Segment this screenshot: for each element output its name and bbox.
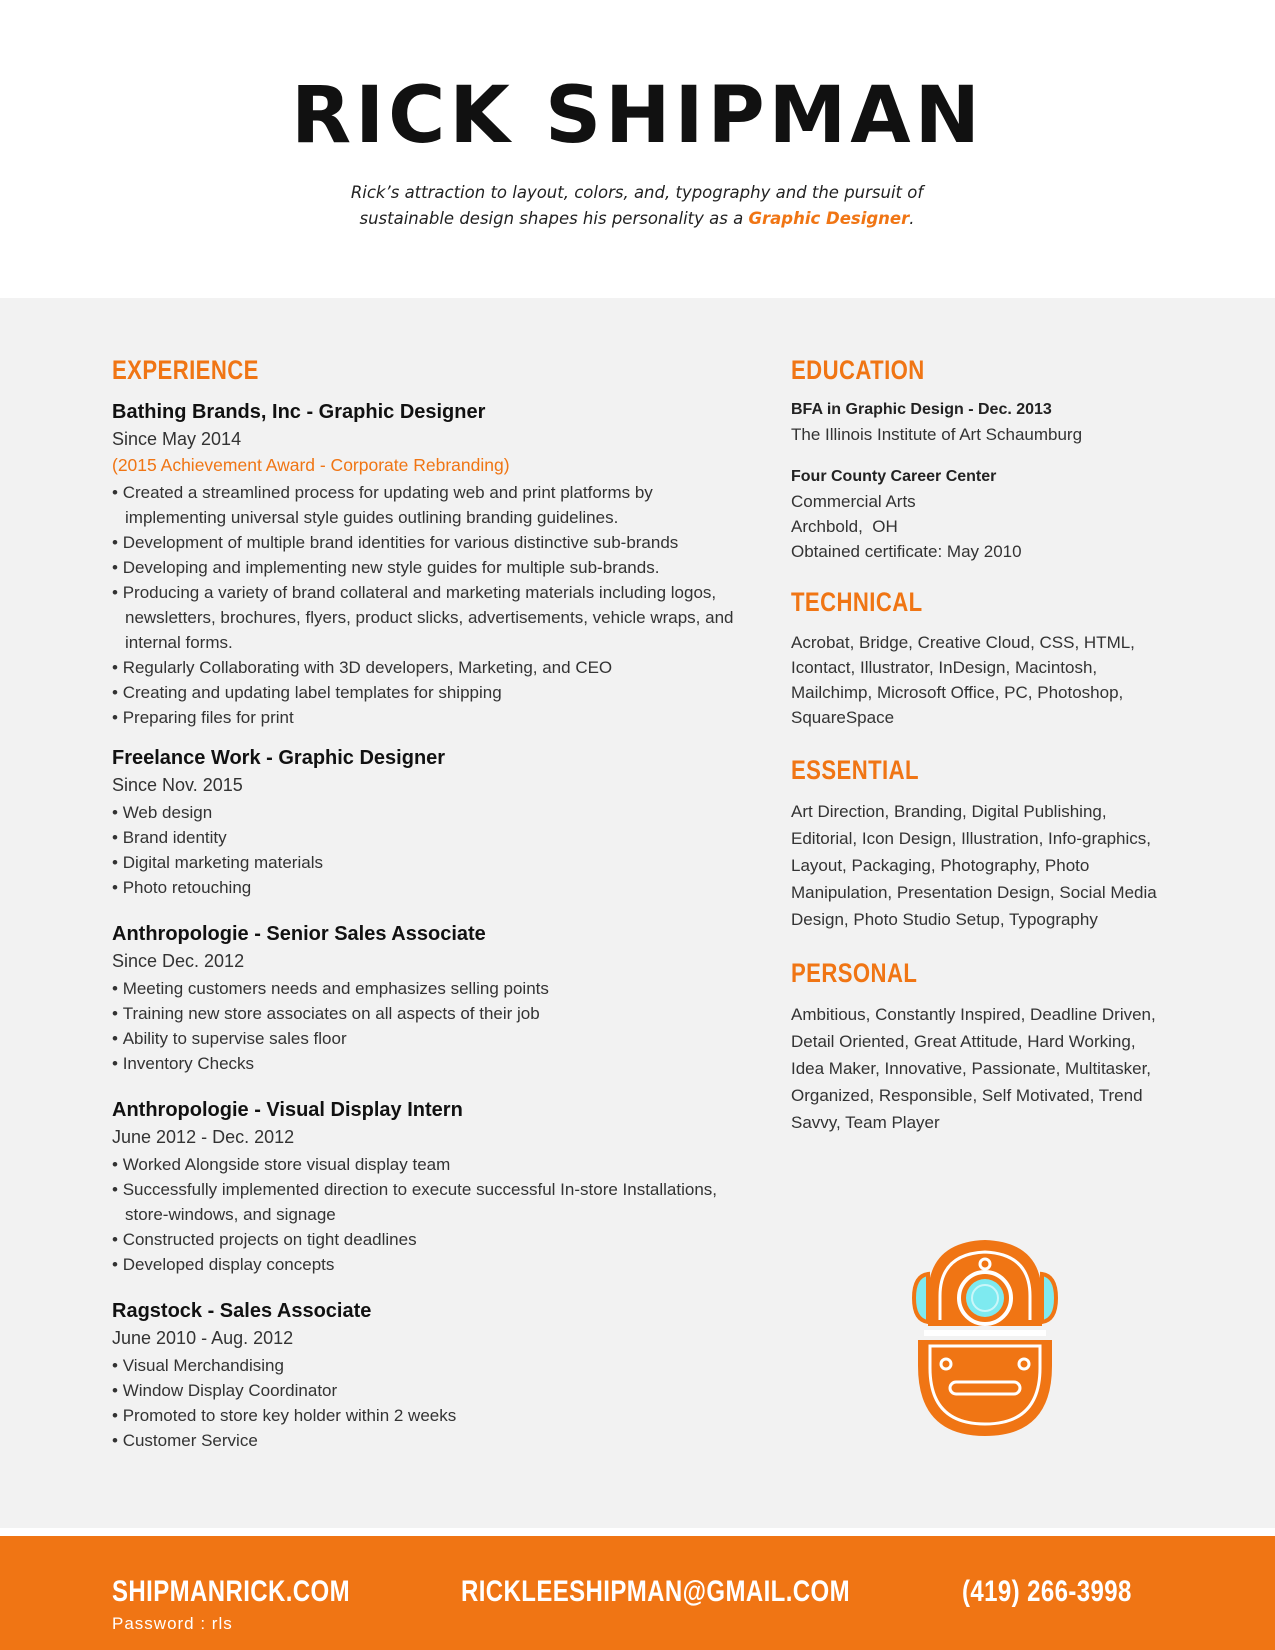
phone-number[interactable]: (419) 266-3998 [962,1575,1132,1608]
list-item: • Regularly Collaborating with 3D developers, Marketing, and CEO [112,655,752,680]
job-title: Ragstock - Sales Associate [112,1300,372,1322]
skills-column [791,354,1171,1160]
list-item: • Developing and implementing new style guides for multiple sub-brands. [112,555,752,580]
job-bullets [112,1152,752,1277]
job-bullets [112,976,752,1076]
job-entry [112,398,752,730]
job-title: Anthropologie - Visual Display Intern [112,1099,463,1121]
essential-heading: ESSENTIAL [791,755,919,785]
technical-heading: TECHNICAL [791,587,923,617]
education-entry [791,465,1171,564]
education-line: Archbold, OH [791,517,898,536]
list-item: • Creating and updating label templates for shipping [112,680,752,705]
experience-column [112,354,752,1467]
list-item: • Digital marketing materials [112,850,752,875]
tagline-line-1: Rick’s attraction to layout, colors, and, typography and the pursuit of [350,183,924,202]
list-item: • Developed display concepts [112,1252,752,1277]
job-date: Since Dec. 2012 [112,951,245,971]
list-item: • Window Display Coordinator [112,1378,752,1403]
website-password: Password : rls [112,1614,233,1633]
list-item: • Customer Service [112,1428,752,1453]
job-bullets [112,480,752,730]
job-title: Freelance Work - Graphic Designer [112,747,446,769]
list-item: • Photo retouching [112,875,752,900]
experience-heading: EXPERIENCE [112,355,259,385]
job-entry [112,744,752,900]
website-link[interactable]: SHIPMANRICK.COM [112,1575,350,1608]
education-line: Obtained certificate: May 2010 [791,542,1022,561]
list-item: • Worked Alongside store visual display team [112,1152,752,1177]
main-panel [0,298,1275,1528]
list-item: • Successfully implemented direction to execute successful In-store Installations, store-windows, and signage [112,1177,752,1227]
job-date: Since May 2014 [112,429,242,449]
list-item: • Ability to supervise sales floor [112,1026,752,1051]
personal-heading: PERSONAL [791,958,918,988]
job-bullets [112,1353,752,1453]
education-line: The Illinois Institute of Art Schaumburg [791,425,1083,444]
list-item: • Meeting customers needs and emphasizes selling points [112,976,752,1001]
list-item: • Web design [112,800,752,825]
list-item: • Brand identity [112,825,752,850]
technical-skills: Acrobat, Bridge, Creative Cloud, CSS, HTML, Icontact, Illustrator, InDesign, Macintosh, Mailchimp, Microsoft Office, PC, Photoshop, SquareSpace [791,633,1135,727]
list-item: • Constructed projects on tight deadlines [112,1227,752,1252]
page-title: RICK SHIPMAN [291,71,984,161]
list-item: • Inventory Checks [112,1051,752,1076]
tagline-accent: Graphic Designer [748,209,910,228]
education-title: BFA in Graphic Design - Dec. 2013 [791,401,1052,418]
list-item: • Created a streamlined process for updating web and print platforms by implementing universal style guides outlining branding guidelines. [112,480,752,530]
education-line: Commercial Arts [791,492,916,511]
header [0,0,1275,298]
job-title: Anthropologie - Senior Sales Associate [112,923,486,945]
diving-helmet-icon [910,1236,1060,1446]
list-item: • Preparing files for print [112,705,752,730]
tagline-line-2: sustainable design shapes his personality as a [359,209,749,228]
job-date: June 2010 - Aug. 2012 [112,1328,294,1348]
tagline [337,180,937,232]
education-title: Four County Career Center [791,468,997,485]
email-link[interactable]: RICKLEESHIPMAN@GMAIL.COM [461,1575,850,1608]
job-entry [112,1297,752,1453]
education-heading: EDUCATION [791,355,925,385]
job-date: June 2012 - Dec. 2012 [112,1127,295,1147]
footer [0,1536,1275,1650]
job-date: Since Nov. 2015 [112,775,243,795]
job-award: (2015 Achievement Award - Corporate Rebranding) [112,455,510,475]
footer-divider [0,1528,1275,1536]
list-item: • Producing a variety of brand collateral and marketing materials including logos, newsletters, brochures, flyers, product slicks, advertisements, vehicle wraps, and internal forms. [112,580,752,655]
job-entry [112,920,752,1076]
job-title: Bathing Brands, Inc - Graphic Designer [112,401,486,423]
personal-traits: Ambitious, Constantly Inspired, Deadline Driven, Detail Oriented, Great Attitude, Hard Working, Idea Maker, Innovative, Passionate, Multitasker, Organized, Responsible, Self Motivated, Trend Savvy, Team Player [791,1005,1156,1132]
job-bullets [112,800,752,900]
essential-skills: Art Direction, Branding, Digital Publishing, Editorial, Icon Design, Illustration, Info-graphics, Layout, Packaging, Photography, Photo Manipulation, Presentation Design, Social Media Design, Photo Studio Setup, Typography [791,802,1157,929]
list-item: • Promoted to store key holder within 2 weeks [112,1403,752,1428]
tagline-end: . [909,209,915,228]
list-item: • Visual Merchandising [112,1353,752,1378]
job-entry [112,1096,752,1277]
list-item: • Training new store associates on all aspects of their job [112,1001,752,1026]
education-entry [791,398,1171,447]
list-item: • Development of multiple brand identities for various distinctive sub-brands [112,530,752,555]
